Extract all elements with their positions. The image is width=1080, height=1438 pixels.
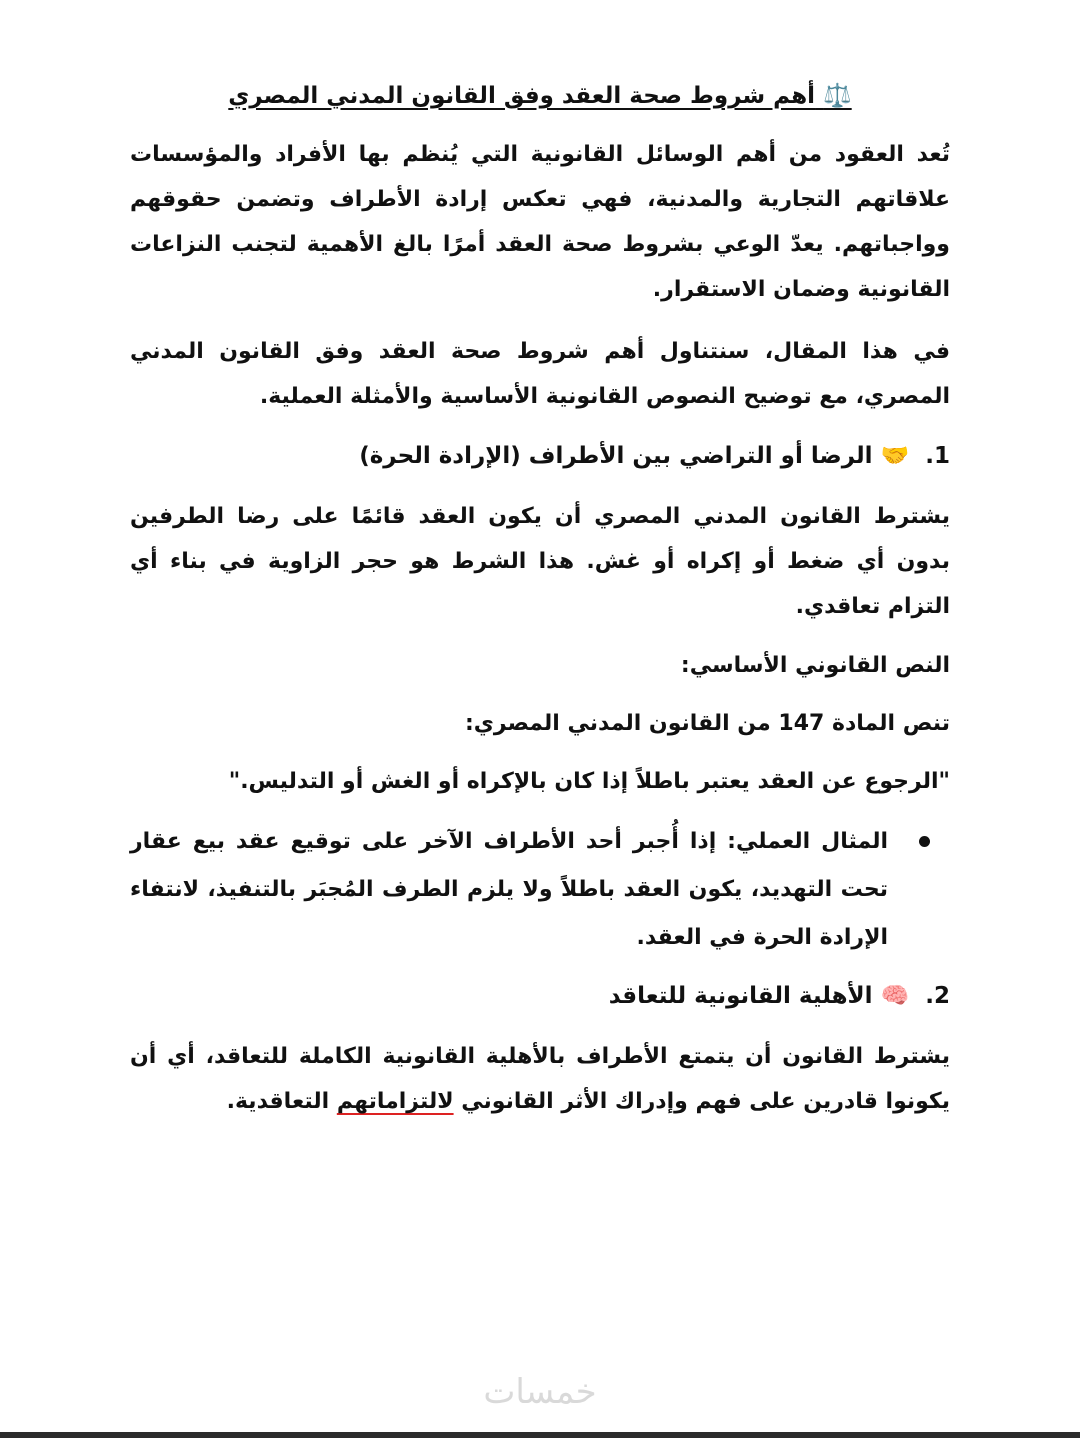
section-2-heading-text: الأهلية القانونية للتعاقد (608, 983, 873, 1009)
section-2-body (130, 1034, 950, 1124)
section-2-body-end: التعاقدية. (226, 1089, 337, 1114)
list-item (130, 818, 888, 962)
example-list (130, 818, 950, 962)
bullet-icon (919, 836, 930, 847)
section-1-number: 1. (925, 443, 950, 469)
section-1-heading (130, 436, 950, 476)
brain-icon: 🧠 (880, 983, 910, 1009)
watermark-logo: خمسات (483, 1372, 597, 1412)
section-2-heading (130, 976, 950, 1016)
bottom-border (0, 1432, 1080, 1438)
legal-quote: "الرجوع عن العقد يعتبر باطلاً إذا كان بالإكراه أو الغش أو التدليس." (228, 769, 950, 794)
section-2-body-start: يشترط القانون أن يتمتع الأطراف بالأهلية القانونية الكاملة للتعاقد، أي أن يكونوا قادرين على فهم وإدراك الأثر القانوني (130, 1044, 950, 1114)
legal-text-label: النص القانوني الأساسي: (680, 653, 950, 678)
handshake-icon: 🤝 (880, 443, 910, 469)
document-title (130, 78, 950, 114)
section-2-number: 2. (925, 983, 950, 1009)
section-1-heading-text: الرضا أو التراضي بين الأطراف (الإرادة الحرة) (359, 443, 873, 469)
intro-paragraph-1: تُعد العقود من أهم الوسائل القانونية التي يُنظم بها الأفراد والمؤسسات علاقاتهم التجارية والمدنية، فهي تعكس إرادة الأطراف وتضمن حقوقهم وواجباتهم. يعدّ الوعي بشروط صحة العقد أمرًا بالغ الأهمية لتجنب النزاعات القانونية وضمان الاستقرار. (130, 142, 950, 302)
document-title-text: أهم شروط صحة العقد وفق القانون المدني المصري (228, 83, 816, 109)
scales-icon: ⚖️ (823, 83, 852, 109)
article-line: تنص المادة 147 من القانون المدني المصري: (464, 711, 950, 736)
spellcheck-marked-word: لالتزاماتهم (336, 1089, 454, 1114)
section-1-body: يشترط القانون المدني المصري أن يكون العقد قائمًا على رضا الطرفين بدون أي ضغط أو إكراه أو غش. هذا الشرط هو حجر الزاوية في بناء أي التزام تعاقدي. (130, 504, 950, 619)
example-text: المثال العملي: إذا أُجبر أحد الأطراف الآخر على توقيع عقد بيع عقار تحت التهديد، يكون العقد باطلاً ولا يلزم الطرف المُجبَر بالتنفيذ، لانتفاء الإرادة الحرة في العقد. (130, 829, 888, 950)
intro-paragraph-2: في هذا المقال، سنتناول أهم شروط صحة العقد وفق القانون المدني المصري، مع توضيح النصوص القانونية الأساسية والأمثلة العملية. (130, 339, 950, 409)
